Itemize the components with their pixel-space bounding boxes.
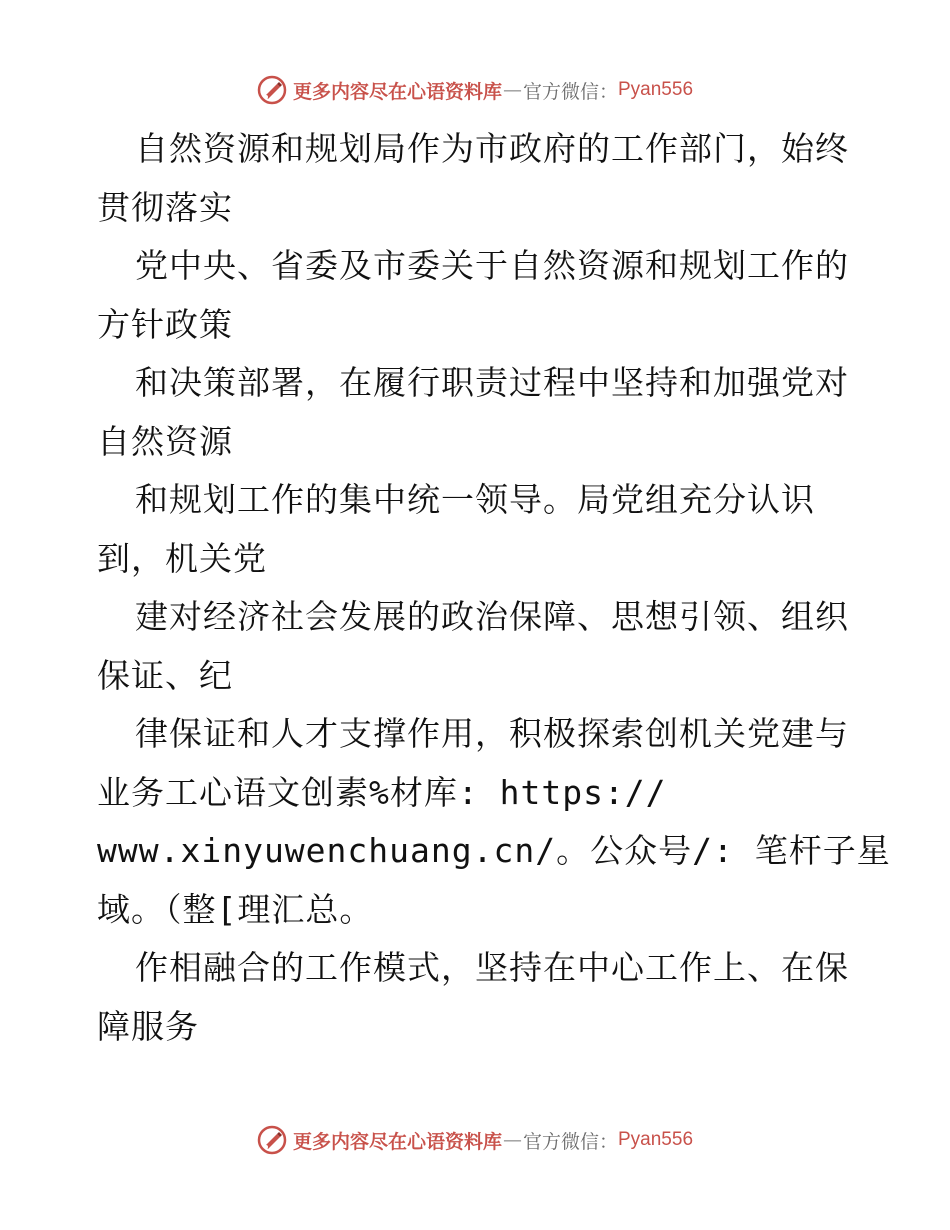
document-line: 保证、纪 xyxy=(97,655,233,695)
banner-separator: — xyxy=(502,1129,522,1151)
banner-contact-label: 官方微信： xyxy=(522,80,618,103)
document-line: 律保证和人才支撑作用，积极探索创机关党建与 xyxy=(135,714,849,753)
document-line: 到，机关党 xyxy=(97,538,267,578)
document-line: 业务工心语文创素%材库: https:// xyxy=(97,772,667,812)
document-body xyxy=(97,120,891,1056)
document-line: 障服务 xyxy=(97,1006,199,1046)
banner-brand-text: 更多内容尽在心语资料库 xyxy=(292,80,502,103)
document-line: 自然资源和规划局作为市政府的工作部门，始终 xyxy=(135,129,849,168)
document-line: 方针政策 xyxy=(97,304,233,344)
banner-brand-text: 更多内容尽在心语资料库 xyxy=(292,1130,502,1153)
footer-watermark-banner xyxy=(0,1120,950,1160)
banner-contact-id: Pyan556 xyxy=(618,1129,694,1150)
document-line: 贯彻落实 xyxy=(97,187,233,227)
document-line: 建对经济社会发展的政治保障、思想引领、组织 xyxy=(135,597,849,636)
pen-seal-icon xyxy=(257,1125,287,1155)
document-line: 党中央、省委及市委关于自然资源和规划工作的 xyxy=(135,246,849,285)
banner-contact-label: 官方微信： xyxy=(522,1130,618,1153)
document-line: 自然资源 xyxy=(97,421,233,461)
document-line: 域。（整[理汇总。 xyxy=(97,889,374,929)
pen-seal-icon xyxy=(257,75,287,105)
document-line: 和决策部署，在履行职责过程中坚持和加强党对 xyxy=(135,363,849,402)
document-line: 和规划工作的集中统一领导。局党组充分认识 xyxy=(135,480,815,519)
document-line: www.xinyuwenchuang.cn/。公众号/: 笔杆子星 xyxy=(97,831,891,870)
banner-contact-id: Pyan556 xyxy=(618,79,694,100)
banner-separator: — xyxy=(502,79,522,101)
header-watermark-banner xyxy=(0,70,950,110)
document-line: 作相融合的工作模式，坚持在中心工作上、在保 xyxy=(135,948,849,987)
